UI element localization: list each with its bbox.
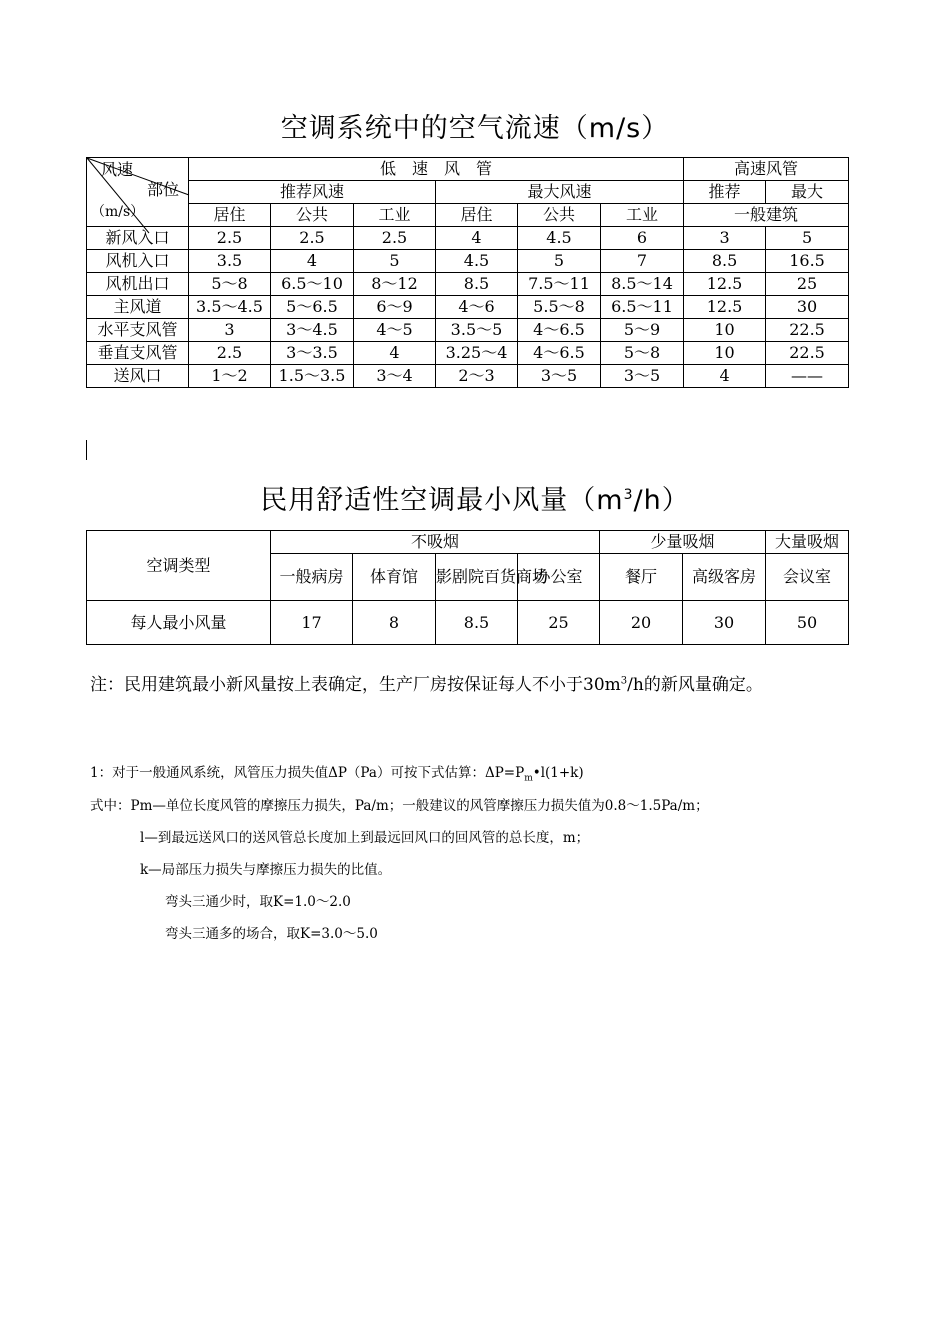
cat-header: 公共 [518,204,601,227]
sub-high-recommended: 推荐 [684,181,766,204]
cell: 2～3 [436,365,518,388]
cell: 8.5～14 [601,273,684,296]
cell: 1.5～3.5 [271,365,354,388]
type-label: 空调类型 [87,531,271,601]
cell: 2.5 [271,227,354,250]
cat-general: 一般建筑 [684,204,849,227]
cell: 20 [600,601,683,645]
cat-header: 居住 [436,204,518,227]
cell: 17 [271,601,353,645]
formula-line-3: l—到最远送风口的送风管总长度加上到最远回风口的回风管的总长度，m； [140,830,590,846]
note-text: 注：民用建筑最小新风量按上表确定，生产厂房按保证每人不小于$30m^3/h$的新风量确定。 [90,675,763,695]
cell: 3 [189,319,271,342]
corner-unit: （m/s） [91,204,145,220]
table2-title: 民用舒适性空调最小风量$(m^3/h)$ [260,485,690,516]
cat-header: 工业 [601,204,684,227]
cell: 5～6.5 [271,296,354,319]
row-label: 风机入口 [87,250,189,273]
cell: 5.5～8 [518,296,601,319]
corner-location: 部位 [147,180,180,199]
cell: 3～3.5 [271,342,354,365]
min-air-volume-table [86,530,849,645]
cell: 2.5 [189,227,271,250]
cell: 4～5 [354,319,436,342]
cell: 25 [518,601,600,645]
type-header: 体育馆 [353,554,436,601]
cell: 8.5 [684,250,766,273]
cat-header: 居住 [189,204,271,227]
cell: 4 [271,250,354,273]
sub-recommended: 推荐风速 [189,181,436,204]
cell: 3～4 [354,365,436,388]
type-header: 一般病房 [271,554,353,601]
formula-line-6: 弯头三通多的场合，取K=3.0～5.0 [165,926,378,942]
formula-line-1: 1：对于一般通风系统，风管压力损失值ΔP（Pa）可按下式估算：$\Delta P=P_m•l(1+k)$ [90,765,584,784]
cell: 6.5～11 [601,296,684,319]
cell: 5 [354,250,436,273]
row-label: 水平支风管 [87,319,189,342]
type-header: 餐厅 [600,554,683,601]
row-label: 风机出口 [87,273,189,296]
cell: 8～12 [354,273,436,296]
sub-max: 最大风速 [436,181,684,204]
cell: 8 [353,601,436,645]
cat-header: 工业 [354,204,436,227]
row-label: 送风口 [87,365,189,388]
cell: 50 [766,601,849,645]
cell: 12.5 [684,273,766,296]
formula-line-2: 式中：Pm—单位长度风管的摩擦压力损失，Pa/m；一般建议的风管摩擦压力损失值为0.8～1.5Pa/m； [90,798,709,814]
row-label: 每人最小风量 [87,601,271,645]
cell: 4.5 [518,227,601,250]
formula-line-5: 弯头三通少时，取K=1.0～2.0 [165,894,351,910]
cell: 25 [766,273,849,296]
cell: 4 [684,365,766,388]
cell: 5～8 [601,342,684,365]
row-label: 主风道 [87,296,189,319]
corner-header [87,158,189,227]
cell: 6～9 [354,296,436,319]
cell: 3 [684,227,766,250]
cell: 3.5～4.5 [189,296,271,319]
cell: 30 [766,296,849,319]
group-little-smoke: 少量吸烟 [600,531,766,554]
cell: 4 [354,342,436,365]
table-row [87,273,849,296]
cell: 3.5 [189,250,271,273]
corner-wind-speed: 风速 [101,160,134,179]
table-row [87,250,849,273]
formula-line-4: k—局部压力损失与摩擦压力损失的比值。 [140,862,392,878]
cell: 30 [683,601,766,645]
cell: 3.5～5 [436,319,518,342]
cell: 22.5 [766,319,849,342]
group-heavy-smoke: 大量吸烟 [766,531,849,554]
type-header: 影剧院百货商场 [436,554,518,601]
group-high-speed: 高速风管 [684,158,849,181]
text-cursor [86,440,87,460]
table-row [87,319,849,342]
row-label: 垂直支风管 [87,342,189,365]
type-header: 高级客房 [683,554,766,601]
cell: 7.5～11 [518,273,601,296]
sub-high-max: 最大 [766,181,849,204]
cell: 5 [766,227,849,250]
cell: 6.5～10 [271,273,354,296]
table-row [87,601,849,645]
table-row [87,365,849,388]
type-header: 办公室 [518,554,600,601]
cell: 3～5 [518,365,601,388]
table-row [87,342,849,365]
cell: 7 [601,250,684,273]
type-header: 会议室 [766,554,849,601]
row-label: 新风入口 [87,227,189,250]
table-row [87,227,849,250]
cell: 22.5 [766,342,849,365]
cell: 5 [518,250,601,273]
table1-title: 空调系统中的空气流速（m/s） [280,113,670,144]
cell: 8.5 [436,601,518,645]
cell: 4.5 [436,250,518,273]
cell: 4～6 [436,296,518,319]
cell: 6 [601,227,684,250]
cell: 16.5 [766,250,849,273]
cell: 10 [684,342,766,365]
cell: 8.5 [436,273,518,296]
cell: 4～6.5 [518,342,601,365]
cell: 5～8 [189,273,271,296]
cell: 4 [436,227,518,250]
cell: 4～6.5 [518,319,601,342]
cell: 3～5 [601,365,684,388]
cell: 2.5 [189,342,271,365]
cell: 3.25～4 [436,342,518,365]
cell: —— [766,365,849,388]
cell: 2.5 [354,227,436,250]
air-velocity-table [86,157,849,388]
cell: 1～2 [189,365,271,388]
cell: 3～4.5 [271,319,354,342]
cell: 5～9 [601,319,684,342]
cat-header: 公共 [271,204,354,227]
cell: 10 [684,319,766,342]
group-low-speed: 低 速 风 管 [189,158,684,181]
table-row [87,296,849,319]
cell: 12.5 [684,296,766,319]
group-no-smoke: 不吸烟 [271,531,600,554]
